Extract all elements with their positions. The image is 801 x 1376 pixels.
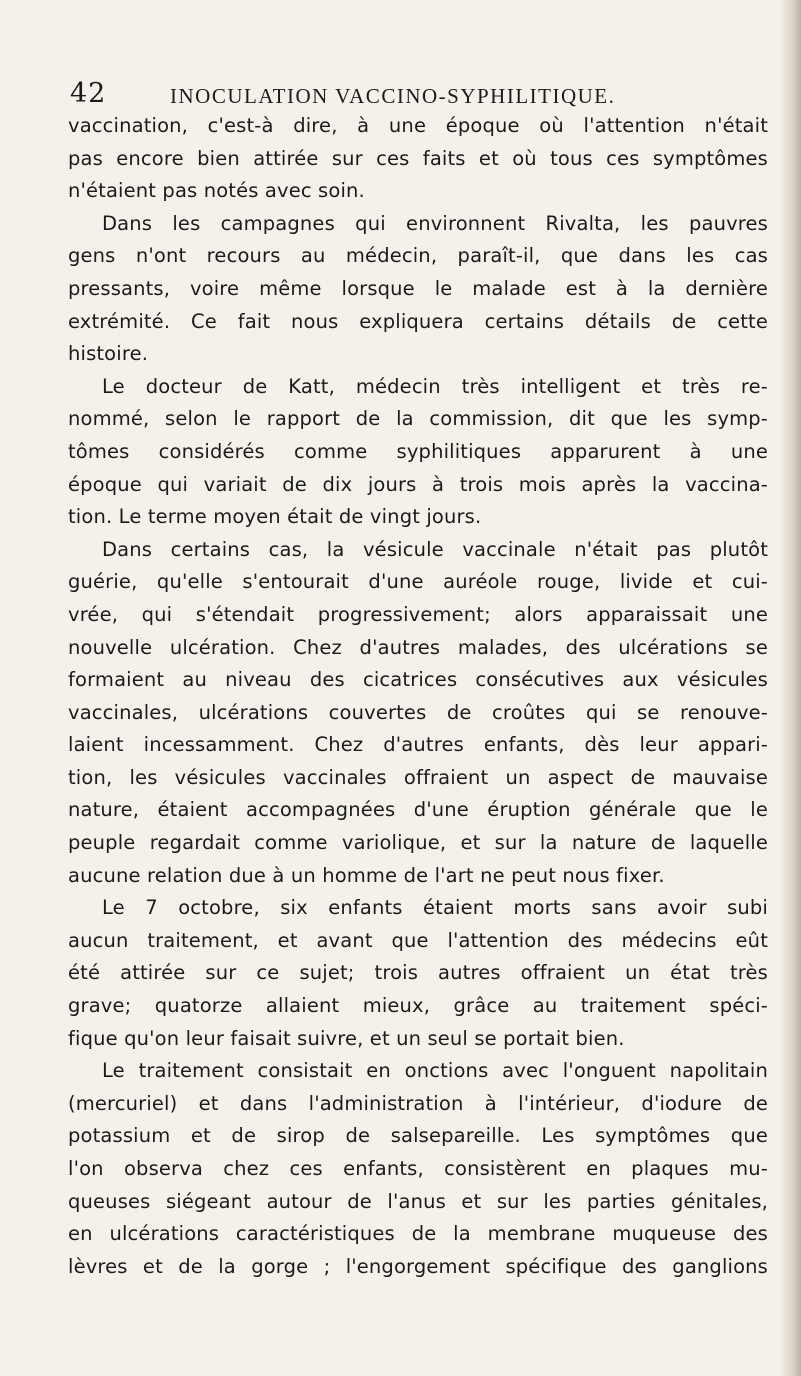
text-line: tômes considérés comme syphilitiques apparurent à une: [68, 439, 768, 463]
text-line: histoire.: [68, 342, 149, 366]
text-line: Le docteur de Katt, médecin très intelligent et très re-: [102, 374, 768, 398]
text-line: tion. Le terme moyen était de vingt jours.: [68, 505, 482, 529]
text-line: tion, les vésicules vaccinales offraient un aspect de mauvaise: [68, 765, 768, 789]
text-line: en ulcérations caractéristiques de la membrane muqueuse des: [68, 1222, 768, 1246]
page-header: [70, 78, 770, 108]
text-line: guérie, qu'elle s'entourait d'une auréole rouge, livide et cui-: [68, 570, 768, 594]
text-line: potassium et de sirop de salsepareille. Les symptômes que: [68, 1124, 768, 1148]
text-line: l'on observa chez ces enfants, consistèrent en plaques mu-: [68, 1157, 768, 1180]
body-text: [68, 110, 768, 1283]
text-line: été attirée sur ce sujet; trois autres offraient un état très: [68, 961, 768, 985]
text-line: grave; quatorze allaient mieux, grâce au traitement spéci-: [68, 994, 768, 1018]
text-line: queuses siégeant autour de l'anus et sur les parties génitales,: [68, 1189, 768, 1213]
text-line: pressants, voire même lorsque le malade est à la dernière: [68, 276, 768, 300]
text-line: extrémité. Ce fait nous expliquera certains détails de cette: [68, 309, 768, 333]
text-line: Dans certains cas, la vésicule vaccinale n'était pas plutôt: [102, 537, 768, 561]
text-line: pas encore bien attirée sur ces faits et où tous ces symptômes: [68, 146, 768, 170]
text-line: Dans les campagnes qui environnent Rivalta, les pauvres: [102, 211, 768, 235]
text-line: Le traitement consistait en onctions avec l'onguent napolitain: [102, 1059, 768, 1083]
text-line: aucune relation due à un homme de l'art ne peut nous fixer.: [68, 863, 665, 887]
text-line: peuple regardait comme variolique, et sur la nature de laquelle: [68, 831, 768, 855]
text-line: lèvres et de la gorge ; l'engorgement spécifique des ganglions: [68, 1254, 768, 1278]
text-line: époque qui variait de dix jours à trois mois après la vaccina-: [68, 472, 768, 496]
text-line: nommé, selon le rapport de la commission, dit que les symp-: [68, 407, 768, 431]
text-line: vrée, qui s'étendait progressivement; alors apparaissait une: [68, 602, 768, 626]
text-line: n'étaient pas notés avec soin.: [68, 179, 365, 203]
text-line: nature, étaient accompagnées d'une éruption générale que le: [68, 798, 768, 822]
text-line: vaccination, c'est-à dire, à une époque où l'attention n'était: [68, 114, 768, 137]
page-number: 42: [70, 78, 107, 109]
text-line: (mercuriel) et dans l'administration à l'intérieur, d'iodure de: [68, 1091, 768, 1115]
page-edge-shadow: [779, 0, 801, 1376]
text-line: vaccinales, ulcérations couvertes de croûtes qui se renouve-: [68, 700, 768, 724]
text-line: Le 7 octobre, six enfants étaient morts sans avoir subi: [102, 896, 768, 920]
text-line: aucun traitement, et avant que l'attention des médecins eût: [68, 928, 768, 952]
text-line: nouvelle ulcération. Chez d'autres malades, des ulcérations se: [68, 635, 768, 659]
text-line: laient incessamment. Chez d'autres enfants, dès leur appari-: [68, 733, 768, 757]
text-line: formaient au niveau des cicatrices consécutives aux vésicules: [68, 668, 768, 692]
text-line: gens n'ont recours au médecin, paraît-il, que dans les cas: [68, 244, 768, 268]
text-line: fique qu'on leur faisait suivre, et un seul se portait bien.: [68, 1026, 625, 1050]
running-title: INOCULATION VACCINO-SYPHILITIQUE.: [170, 84, 616, 108]
